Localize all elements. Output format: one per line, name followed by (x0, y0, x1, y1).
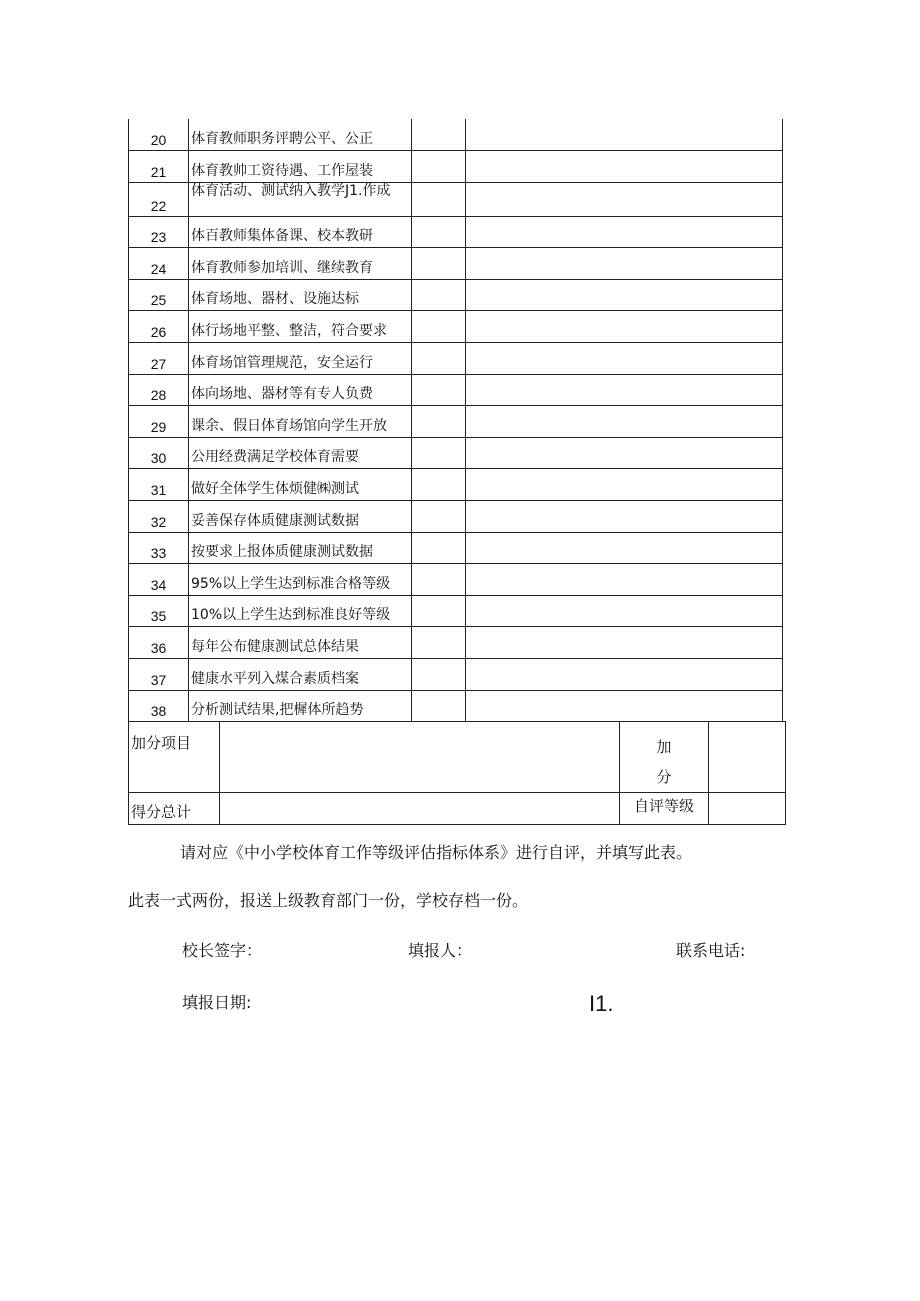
row-notes-cell[interactable] (466, 690, 783, 722)
row-item-text-wrapped: 体育活动、测试纳入教学J1.作成 (191, 182, 391, 199)
table-row (129, 279, 783, 311)
row-item-text: 公用经费满足学校体育需要 (189, 437, 412, 469)
row-notes-cell[interactable] (466, 248, 783, 280)
row-score-cell[interactable] (412, 343, 466, 375)
row-number: 28 (129, 374, 189, 406)
summary-table (128, 721, 786, 825)
row-score-cell[interactable] (412, 374, 466, 406)
row-number: 38 (129, 690, 189, 722)
bonus-label: 加分项目 (129, 722, 220, 793)
row-number: 21 (129, 151, 189, 183)
self-grade-label: 自评等级 (620, 793, 709, 825)
row-item-text: 95%以上学生达到标准合格等级 (189, 564, 412, 596)
row-notes-cell[interactable] (466, 659, 783, 691)
table-row (129, 343, 783, 375)
row-score-cell[interactable] (412, 311, 466, 343)
row-number: 29 (129, 406, 189, 438)
row-item-text: 健康水平列入煤合素质档案 (189, 659, 412, 691)
table-row (129, 627, 783, 659)
row-item-text: 体育教帅工资待遇、工作屋装 (189, 151, 412, 183)
row-number: 35 (129, 595, 189, 627)
row-score-cell[interactable] (412, 627, 466, 659)
row-item-text: 体育场馆管理规范，安全运行 (189, 343, 412, 375)
row-notes-cell[interactable] (466, 469, 783, 501)
table-row (129, 501, 783, 533)
row-item-text: 体育教师参加培训、继续教育 (189, 248, 412, 280)
row-item-text: 体百教师集体备课、校本教研 (189, 216, 412, 248)
row-score-cell[interactable] (412, 564, 466, 596)
handwritten-mark: I1. (589, 991, 614, 1016)
row-item-text: 做好全体学生体烦健㈱测试 (189, 469, 412, 501)
table-row (129, 151, 783, 183)
row-item-text: 体育教师职务评聘公平、公正 (189, 119, 412, 151)
row-score-cell[interactable] (412, 437, 466, 469)
table-row (129, 216, 783, 248)
row-item-text: 体行场地平整、整洁，符合要求 (189, 311, 412, 343)
instruction-line-2: 此表一式两份，报送上级教育部门一份，学校存档一份。 (128, 891, 529, 910)
table-row (129, 248, 783, 280)
row-score-cell[interactable] (412, 279, 466, 311)
row-item-text: 体育场地、器材、设施达标 (189, 279, 412, 311)
row-number: 34 (129, 564, 189, 596)
row-item-text: 10%以上学生达到标准良好等级 (189, 595, 412, 627)
table-row (129, 119, 783, 151)
row-notes-cell[interactable] (466, 437, 783, 469)
row-number: 26 (129, 311, 189, 343)
row-score-cell[interactable] (412, 216, 466, 248)
evaluation-table-body (129, 119, 783, 722)
row-item-text: 体向场地、器材等有专人负费 (189, 374, 412, 406)
row-notes-cell[interactable] (466, 119, 783, 151)
row-notes-cell[interactable] (466, 406, 783, 438)
instruction-line-1: 请对应《中小学校体育工作等级评估指标体系》进行自评，并填写此表。 (180, 843, 693, 862)
table-row (129, 564, 783, 596)
table-row (129, 437, 783, 469)
row-item-text: 妥善保存体质健康测试数据 (189, 501, 412, 533)
row-notes-cell[interactable] (466, 182, 783, 216)
table-row (129, 182, 783, 216)
bonus-right-cell (620, 722, 709, 793)
table-row (129, 659, 783, 691)
row-number: 31 (129, 469, 189, 501)
row-notes-cell[interactable] (466, 501, 783, 533)
bonus-row (129, 722, 786, 793)
row-notes-cell[interactable] (466, 279, 783, 311)
evaluation-table (128, 119, 783, 722)
table-row (129, 469, 783, 501)
row-item-text (189, 182, 412, 216)
row-score-cell[interactable] (412, 501, 466, 533)
row-number: 27 (129, 343, 189, 375)
row-item-text: 按要求上报体质健康测试数据 (189, 532, 412, 564)
self-grade-cell[interactable] (709, 793, 786, 825)
row-score-cell[interactable] (412, 151, 466, 183)
table-row (129, 532, 783, 564)
row-score-cell[interactable] (412, 532, 466, 564)
row-score-cell[interactable] (412, 469, 466, 501)
row-score-cell[interactable] (412, 659, 466, 691)
row-number: 23 (129, 216, 189, 248)
table-row (129, 595, 783, 627)
row-number: 33 (129, 532, 189, 564)
total-row (129, 793, 786, 825)
row-score-cell[interactable] (412, 182, 466, 216)
row-item-text: 课余、假日体育场馆向学生开放 (189, 406, 412, 438)
bonus-right-label-2: 分 (656, 768, 672, 786)
row-notes-cell[interactable] (466, 343, 783, 375)
bonus-right-label-1: 加 (656, 738, 672, 756)
row-score-cell[interactable] (412, 595, 466, 627)
row-notes-cell[interactable] (466, 595, 783, 627)
row-number: 37 (129, 659, 189, 691)
row-notes-cell[interactable] (466, 151, 783, 183)
row-item-text: 分析测试结果,把樨体所趋势 (189, 690, 412, 722)
row-notes-cell[interactable] (466, 532, 783, 564)
total-value-cell[interactable] (220, 793, 620, 825)
row-number: 36 (129, 627, 189, 659)
row-score-cell[interactable] (412, 248, 466, 280)
row-number: 25 (129, 279, 189, 311)
row-number: 32 (129, 501, 189, 533)
date-label: 填报日期: (182, 993, 252, 1012)
row-number: 24 (129, 248, 189, 280)
row-score-cell[interactable] (412, 690, 466, 722)
row-score-cell[interactable] (412, 119, 466, 151)
bonus-score-cell[interactable] (709, 722, 786, 793)
row-notes-cell[interactable] (466, 627, 783, 659)
phone-label: 联系电话: (676, 941, 746, 960)
filler-label: 填报人： (408, 941, 473, 960)
table-row (129, 406, 783, 438)
row-item-text: 每年公布健康测试总体结果 (189, 627, 412, 659)
row-number: 30 (129, 437, 189, 469)
row-notes-cell[interactable] (466, 374, 783, 406)
row-number: 22 (129, 182, 189, 216)
row-score-cell[interactable] (412, 406, 466, 438)
row-number: 20 (129, 119, 189, 151)
principal-signature-label: 校长签字： (182, 941, 263, 960)
total-label: 得分总计 (129, 793, 220, 825)
row-notes-cell[interactable] (466, 564, 783, 596)
bonus-value-cell[interactable] (220, 722, 620, 793)
table-row (129, 374, 783, 406)
table-row (129, 311, 783, 343)
table-row (129, 690, 783, 722)
row-notes-cell[interactable] (466, 216, 783, 248)
row-notes-cell[interactable] (466, 311, 783, 343)
